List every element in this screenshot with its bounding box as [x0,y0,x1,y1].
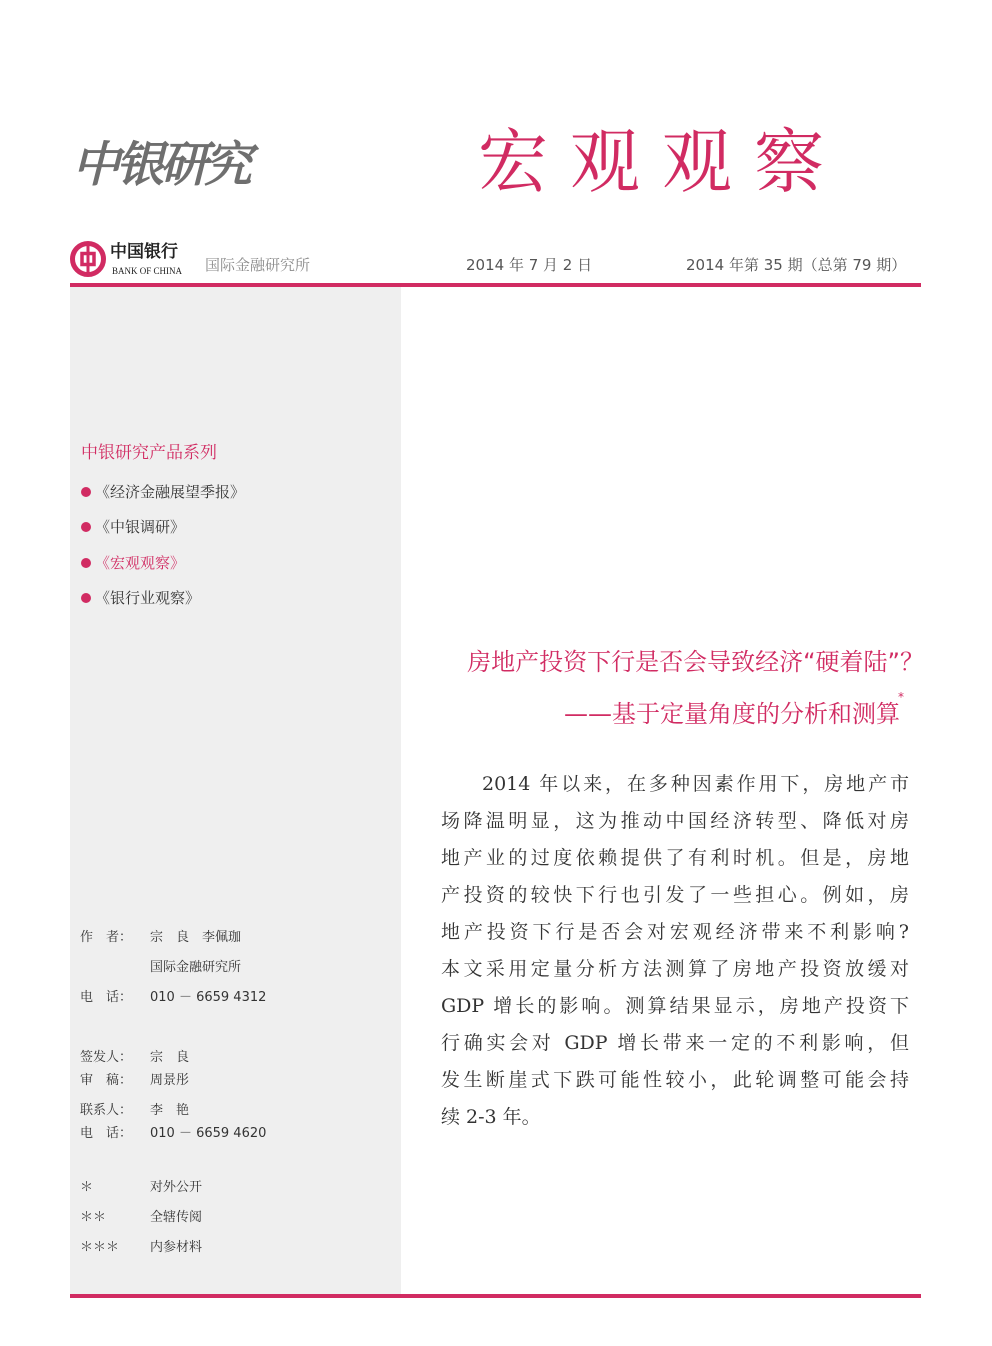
bullet-dot-icon [81,558,91,568]
bank-name-cn: 中国银行 [110,242,178,262]
authors-org: 国际金融研究所 [150,960,242,975]
classification-mark: ＊＊＊ [80,1240,120,1255]
series-item [81,586,381,610]
series-item-label: 《宏观观察》 [95,554,186,572]
series-item-label: 《中银调研》 [95,518,186,536]
article-headline: 房地产投资下行是否会导致经济“硬着陆”？ [467,648,924,676]
publish-date: 2014 年 7 月 2 日 [466,256,593,274]
body-line: 续 2-3 年。 [441,1106,541,1128]
classification-label: 内参材料 [150,1240,203,1255]
contact-value: 李 艳 [150,1103,190,1118]
classification-row [80,1238,390,1258]
contact-phone-label: 电 话： [80,1126,133,1141]
series-item-label: 《银行业观察》 [95,589,201,607]
signer-value: 宗 良 [150,1050,190,1065]
reviewer-label: 审 稿： [80,1073,133,1088]
contact-phone-row [80,1124,390,1144]
bullet-dot-icon [81,522,91,532]
body-line: GDP 增长的影响。测算结果显示，房地产投资下 [441,995,909,1017]
body-line: 场降温明显，这为推动中国经济转型、降低对房 [441,810,909,832]
bullet-dot-icon [81,487,91,497]
series-item-current [81,551,381,575]
signer-label: 签发人： [80,1050,133,1065]
reviewer-row [80,1071,390,1091]
authors-label: 作 者： [80,930,133,945]
publication-title: 宏观观察 [478,121,846,203]
footnote-mark: * [898,690,904,704]
article-subheadline: ——基于定量角度的分析和测算 [564,700,900,728]
authors-value: 宗 良 李佩珈 [150,930,242,945]
classification-label: 对外公开 [150,1180,203,1195]
classification-mark: ＊ [80,1180,94,1195]
authors-org-row [80,958,390,978]
classification-row [80,1208,390,1228]
body-line: 发生断崖式下跌可能性较小，此轮调整可能会持 [441,1069,909,1091]
reviewer-value: 周景彤 [150,1073,190,1088]
series-item [81,480,381,504]
classification-label: 全辖传阅 [150,1210,203,1225]
series-item-label: 《经济金融展望季报》 [95,483,246,501]
classification-mark: ＊＊ [80,1210,107,1225]
contact-row [80,1101,390,1121]
contact-phone-value: 010 － 6659 4620 [150,1126,267,1141]
bank-of-china-logo-icon [70,241,106,277]
issue-number: 2014 年第 35 期（总第 79 期） [686,256,907,274]
classification-row [80,1178,390,1198]
contact-label: 联系人： [80,1103,133,1118]
footer-divider [70,1294,921,1298]
signer-row [80,1048,390,1068]
body-line: 本文采用定量分析方法测算了房地产投资放缓对 [441,958,909,980]
body-line: 地产投资下行是否会对宏观经济带来不利影响? [441,921,909,943]
body-line: 行确实会对 GDP 增长带来一定的不利影响，但 [441,1032,909,1054]
brand-logo-text: 中银研究 [72,137,249,193]
body-line: 地产业的过度依赖提供了有利时机。但是，房地 [441,847,909,869]
bullet-dot-icon [81,593,91,603]
authors-row [80,928,390,948]
body-line: 2014 年以来，在多种因素作用下，房地产市 [482,773,909,795]
body-line: 产投资的较快下行也引发了一些担心。例如，房 [441,884,909,906]
series-title: 中银研究产品系列 [81,443,217,463]
phone-label: 电 话： [80,990,133,1005]
series-item [81,515,381,539]
institute-name: 国际金融研究所 [205,256,311,274]
phone-row [80,988,390,1008]
bank-name-en: BANK OF CHINA [112,266,183,276]
phone-value: 010 － 6659 4312 [150,990,267,1005]
